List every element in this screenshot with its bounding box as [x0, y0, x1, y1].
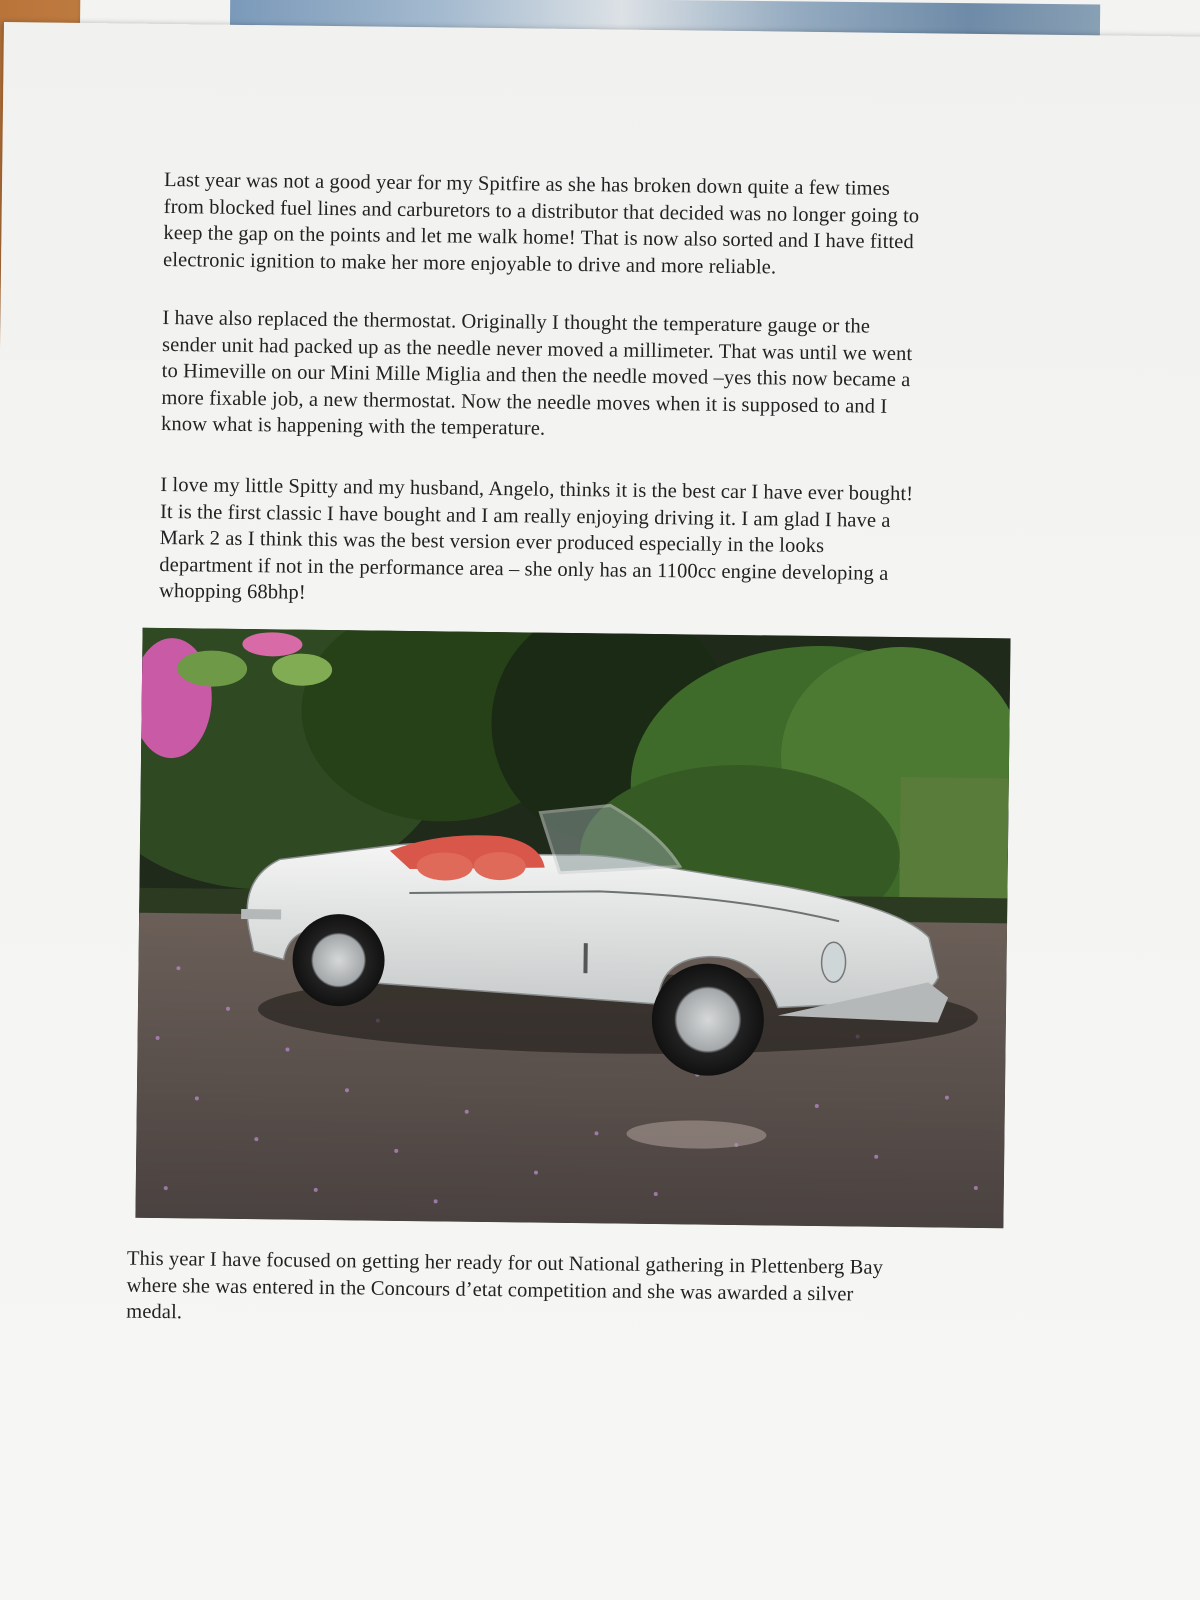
spitfire-photo-illustration	[135, 628, 1010, 1229]
text-line: electronic ignition to make her more enjoyable to drive and more reliable.	[162, 248, 777, 278]
text-line: I have also replaced the thermostat. Originally I thought the temperature gauge or the	[162, 306, 871, 338]
paragraph-3	[159, 472, 913, 614]
text-line: This year I have focused on getting her ready for out National gathering in Plettenberg Bay	[126, 1247, 884, 1279]
paragraph-1	[163, 167, 920, 282]
paper-sheet	[0, 22, 1200, 1600]
text-line: whopping 68bhp!	[158, 579, 306, 604]
spitfire-photo	[135, 628, 1010, 1229]
text-line: Last year was not a good year for my Spitfire as she has broken down quite a few times	[163, 168, 891, 200]
text-line: keep the gap on the points and let me walk home! That is now also sorted and I have fitted	[163, 221, 914, 254]
text-line: It is the first classic I have bought and I am really enjoying driving it. I am glad I have a	[159, 500, 891, 532]
text-line: more fixable job, a new thermostat. Now the needle moves when it is supposed to and I	[161, 386, 888, 418]
paragraph-4	[126, 1246, 883, 1335]
text-line: where she was entered in the Concours d’etat competition and she was awarded a silver	[126, 1274, 854, 1305]
text-line: Mark 2 as I think this was the best version ever produced especially in the looks	[159, 526, 825, 558]
text-line: sender unit had packed up as the needle never moved a millimeter. That was until we went	[161, 333, 913, 365]
text-line: from blocked fuel lines and carburetors to a distributor that decided was no longer going to	[163, 195, 920, 227]
text-line: I love my little Spitty and my husband, Angelo, thinks it is the best car I have ever bought!	[160, 473, 914, 506]
text-line: know what is happening with the temperature.	[160, 412, 546, 440]
text-line: medal.	[126, 1300, 183, 1324]
paragraph-2	[161, 305, 913, 447]
text-line: to Himeville on our Mini Mille Miglia and then the needle moved –yes this now became a	[161, 359, 911, 392]
text-line: department if not in the performance area – she only has an 1100cc engine developing a	[159, 553, 889, 585]
